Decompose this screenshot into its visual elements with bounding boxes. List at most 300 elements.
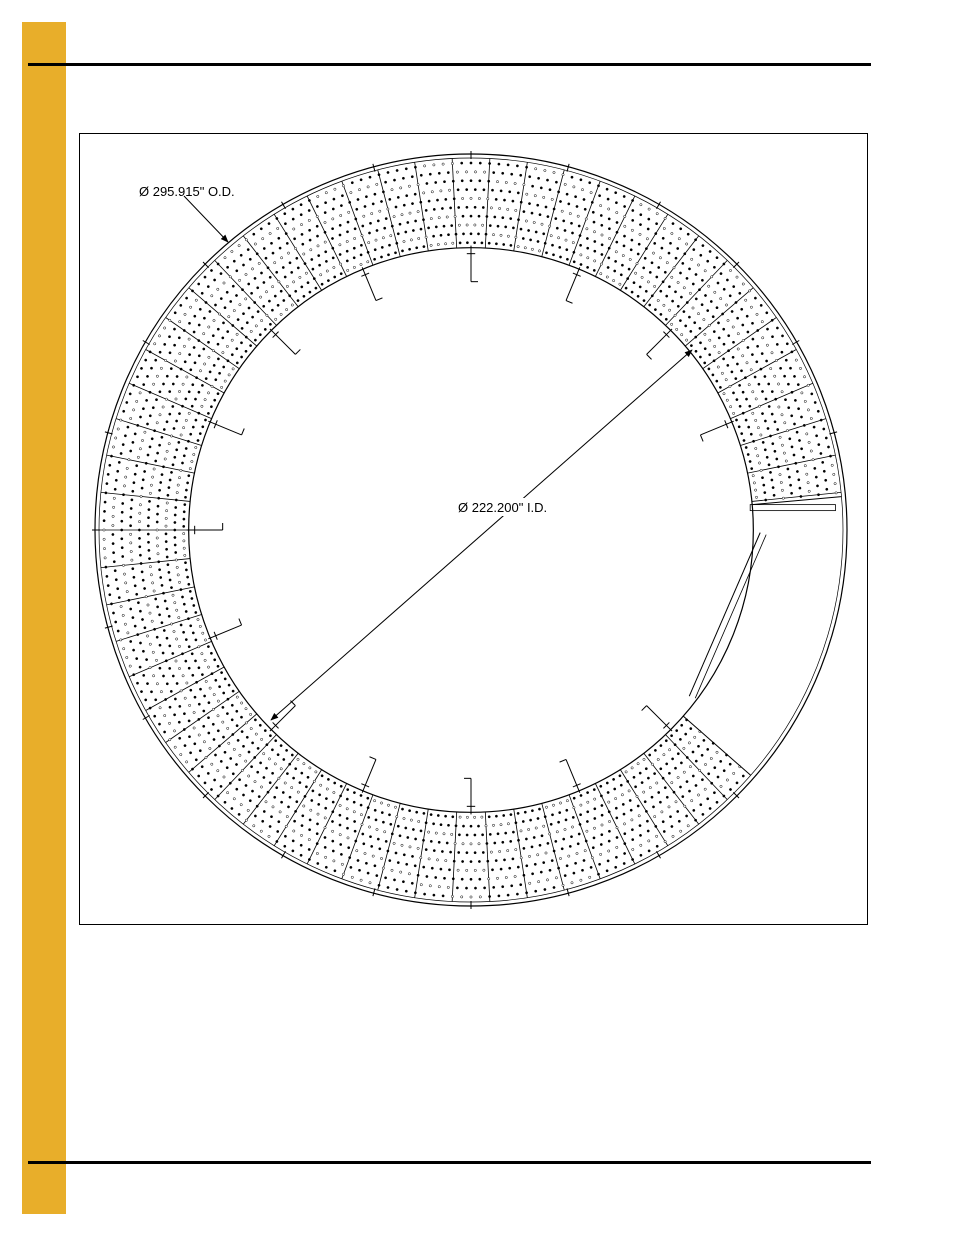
perforation-hole — [391, 189, 393, 191]
perforation-hole — [239, 754, 241, 756]
perforation-hole — [573, 807, 575, 809]
perforation-hole — [503, 814, 505, 816]
perforation-hole — [692, 307, 694, 309]
perforation-hole — [799, 487, 801, 489]
perforation-hole — [178, 721, 180, 723]
perforation-hole — [629, 258, 631, 260]
perforation-hole — [822, 461, 824, 463]
perforation-hole — [576, 852, 578, 854]
perforation-hole — [420, 857, 422, 859]
perforation-hole — [632, 209, 634, 211]
perforation-hole — [517, 245, 519, 247]
perforation-hole — [381, 811, 383, 813]
perforation-hole — [433, 849, 435, 851]
perforation-hole — [615, 856, 617, 858]
perforation-hole — [680, 762, 682, 764]
perforation-hole — [496, 877, 498, 879]
perforation-hole — [488, 878, 490, 880]
perforation-hole — [625, 771, 627, 773]
perforation-hole — [572, 816, 574, 818]
figure-frame — [79, 133, 868, 925]
perforation-hole — [581, 189, 583, 191]
perforation-hole — [716, 380, 718, 382]
perforation-hole — [242, 313, 244, 315]
perforation-hole — [174, 514, 176, 516]
perforation-hole — [793, 375, 795, 377]
perforation-hole — [327, 778, 329, 780]
perforation-hole — [549, 833, 551, 835]
perforation-hole — [600, 843, 602, 845]
perforation-hole — [186, 682, 188, 684]
perforation-hole — [231, 354, 233, 356]
perforation-hole — [601, 253, 603, 255]
perforation-hole — [187, 440, 189, 442]
perforation-hole — [760, 434, 762, 436]
perforation-hole — [384, 831, 386, 833]
perforation-hole — [503, 243, 505, 245]
support-lip — [700, 435, 703, 441]
perforation-hole — [654, 242, 656, 244]
perforation-hole — [175, 559, 177, 561]
perforation-hole — [238, 779, 240, 781]
perforation-hole — [679, 786, 681, 788]
perforation-hole — [414, 193, 416, 195]
perforation-hole — [313, 277, 315, 279]
perforation-hole — [265, 767, 267, 769]
perforation-hole — [162, 675, 164, 677]
perforation-hole — [195, 611, 197, 613]
perforation-hole — [601, 804, 603, 806]
perforation-hole — [675, 801, 677, 803]
perforation-hole — [340, 785, 342, 787]
perforation-hole — [820, 419, 822, 421]
perforation-hole — [529, 882, 531, 884]
perforation-hole — [774, 375, 776, 377]
perforation-hole — [283, 299, 285, 301]
perforation-hole — [321, 283, 323, 285]
perforation-hole — [166, 450, 168, 452]
perforation-hole — [440, 190, 442, 192]
perforation-hole — [316, 225, 318, 227]
perforation-hole — [458, 224, 460, 226]
perforation-hole — [405, 890, 407, 892]
perforation-hole — [544, 169, 546, 171]
perforation-hole — [727, 350, 729, 352]
perforation-hole — [775, 398, 777, 400]
perforation-hole — [662, 237, 664, 239]
perforation-hole — [347, 837, 349, 839]
perforation-hole — [597, 873, 599, 875]
support-lip — [566, 301, 572, 304]
perforation-hole — [339, 834, 341, 836]
perforation-hole — [425, 822, 427, 824]
perforation-hole — [118, 461, 120, 463]
perforation-hole — [616, 221, 618, 223]
perforation-hole — [461, 162, 463, 164]
perforation-hole — [425, 209, 427, 211]
perforation-hole — [435, 876, 437, 878]
perforation-hole — [170, 367, 172, 369]
perforation-hole — [180, 304, 182, 306]
perforation-hole — [177, 574, 179, 576]
perforation-hole — [552, 804, 554, 806]
perforation-hole — [637, 295, 639, 297]
perforation-hole — [229, 782, 231, 784]
perforation-hole — [811, 393, 813, 395]
perforation-hole — [245, 760, 247, 762]
perforation-hole — [771, 336, 773, 338]
perforation-hole — [148, 508, 150, 510]
perforation-hole — [502, 886, 504, 888]
perforation-hole — [198, 718, 200, 720]
perforation-hole — [810, 450, 812, 452]
perforation-hole — [761, 390, 763, 392]
perforation-hole — [729, 406, 731, 408]
perforation-hole — [170, 623, 172, 625]
perforation-hole — [677, 281, 679, 283]
perforation-hole — [263, 281, 265, 283]
perforation-hole — [623, 195, 625, 197]
perforation-hole — [181, 596, 183, 598]
perforation-hole — [714, 291, 716, 293]
perforation-hole — [515, 236, 517, 238]
perforation-hole — [367, 872, 369, 874]
perforation-hole — [198, 324, 200, 326]
perforation-hole — [217, 328, 219, 330]
perforation-hole — [353, 257, 355, 259]
perforation-hole — [188, 338, 190, 340]
perforation-hole — [755, 419, 757, 421]
perforation-hole — [615, 251, 617, 253]
perforation-hole — [332, 218, 334, 220]
perforation-hole — [192, 384, 194, 386]
perforation-hole — [549, 869, 551, 871]
perforation-hole — [311, 799, 313, 801]
perforation-hole — [296, 257, 298, 259]
perforation-hole — [537, 854, 539, 856]
perforation-hole — [141, 439, 143, 441]
perforation-hole — [226, 767, 228, 769]
perforation-hole — [193, 727, 195, 729]
perforation-hole — [639, 834, 641, 836]
perforation-hole — [474, 224, 476, 226]
perforation-hole — [733, 285, 735, 287]
perforation-hole — [466, 834, 468, 836]
perforation-hole — [525, 838, 527, 840]
inner-diameter-line — [271, 350, 692, 720]
perforation-hole — [691, 800, 693, 802]
perforation-hole — [368, 816, 370, 818]
perforation-hole — [531, 248, 533, 250]
outer-tick — [373, 888, 375, 896]
perforation-hole — [334, 870, 336, 872]
perforation-hole — [136, 657, 138, 659]
perforation-hole — [191, 460, 193, 462]
perforation-hole — [789, 367, 791, 369]
perforation-hole — [232, 733, 234, 735]
perforation-hole — [559, 246, 561, 248]
perforation-hole — [766, 456, 768, 458]
perforation-hole — [674, 314, 676, 316]
perforation-hole — [284, 223, 286, 225]
perforation-hole — [118, 596, 120, 598]
perforation-hole — [488, 162, 490, 164]
perforation-hole — [145, 359, 147, 361]
perforation-hole — [788, 407, 790, 409]
perforation-hole — [121, 547, 123, 549]
perforation-hole — [123, 485, 125, 487]
perforation-hole — [707, 260, 709, 262]
perforation-hole — [428, 200, 430, 202]
perforation-hole — [124, 623, 126, 625]
perforation-hole — [152, 675, 154, 677]
perforation-hole — [140, 690, 142, 692]
perforation-hole — [309, 819, 311, 821]
perforation-hole — [423, 165, 425, 167]
perforation-hole — [772, 443, 774, 445]
perforation-hole — [274, 763, 276, 765]
perforation-hole — [713, 360, 715, 362]
perforation-hole — [587, 811, 589, 813]
perforation-hole — [736, 317, 738, 319]
perforation-hole — [249, 713, 251, 715]
perforation-hole — [796, 431, 798, 433]
perforation-hole — [500, 868, 502, 870]
perforation-hole — [594, 240, 596, 242]
perforation-hole — [451, 162, 453, 164]
perforation-hole — [349, 201, 351, 203]
perforation-hole — [649, 271, 651, 273]
perforation-hole — [188, 353, 190, 355]
perforation-hole — [721, 313, 723, 315]
perforation-hole — [185, 610, 187, 612]
perforation-hole — [689, 766, 691, 768]
perforation-hole — [308, 199, 310, 201]
perforation-hole — [803, 376, 805, 378]
perforation-hole — [409, 846, 411, 848]
perforation-hole — [274, 796, 276, 798]
perforation-hole — [408, 810, 410, 812]
perforation-hole — [531, 212, 533, 214]
perforation-hole — [397, 861, 399, 863]
perforation-hole — [533, 836, 535, 838]
perforation-hole — [185, 660, 187, 662]
perforation-hole — [198, 703, 200, 705]
perforation-hole — [210, 406, 212, 408]
perforation-hole — [665, 740, 667, 742]
perforation-hole — [238, 244, 240, 246]
perforation-hole — [224, 678, 226, 680]
perforation-hole — [789, 484, 791, 486]
perforation-hole — [137, 633, 139, 635]
perforation-hole — [166, 421, 168, 423]
perforation-hole — [190, 689, 192, 691]
perforation-hole — [686, 756, 688, 758]
perforation-hole — [183, 532, 185, 534]
perforation-hole — [231, 719, 233, 721]
perforation-hole — [736, 398, 738, 400]
perforation-hole — [729, 269, 731, 271]
perforation-hole — [217, 715, 219, 717]
perforation-hole — [145, 596, 147, 598]
perforation-hole — [466, 188, 468, 190]
perforation-hole — [198, 667, 200, 669]
perforation-hole — [360, 244, 362, 246]
perforation-hole — [223, 366, 225, 368]
perforation-hole — [236, 362, 238, 364]
perforation-hole — [394, 252, 396, 254]
perforation-hole — [688, 268, 690, 270]
perforation-hole — [146, 423, 148, 425]
perforation-hole — [245, 298, 247, 300]
perforation-hole — [762, 337, 764, 339]
perforation-hole — [379, 848, 381, 850]
perforation-hole — [648, 850, 650, 852]
perforation-hole — [425, 236, 427, 238]
perforation-hole — [675, 257, 677, 259]
perforation-hole — [442, 895, 444, 897]
perforation-hole — [465, 171, 467, 173]
perforation-hole — [169, 739, 171, 741]
perforation-hole — [566, 800, 568, 802]
perforation-hole — [585, 840, 587, 842]
perforation-hole — [190, 625, 192, 627]
perforation-hole — [462, 233, 464, 235]
perforation-hole — [188, 704, 190, 706]
perforation-hole — [531, 873, 533, 875]
perforation-hole — [634, 272, 636, 274]
perforation-hole — [616, 817, 618, 819]
perforation-hole — [178, 616, 180, 618]
perforation-hole — [203, 317, 205, 319]
perforation-hole — [297, 758, 299, 760]
perforation-hole — [155, 460, 157, 462]
perforation-hole — [687, 825, 689, 827]
perforation-hole — [649, 786, 651, 788]
perforation-hole — [752, 412, 754, 414]
perforation-hole — [112, 542, 114, 544]
perforation-hole — [594, 808, 596, 810]
perforation-hole — [400, 187, 402, 189]
perforation-hole — [245, 708, 247, 710]
perforation-hole — [787, 383, 789, 385]
perforation-hole — [159, 391, 161, 393]
perforation-hole — [140, 367, 142, 369]
perforation-hole — [647, 281, 649, 283]
perforation-hole — [308, 829, 310, 831]
perforation-hole — [566, 865, 568, 867]
perforation-hole — [152, 383, 154, 385]
perforation-hole — [649, 304, 651, 306]
perforation-hole — [704, 333, 706, 335]
perforation-hole — [492, 824, 494, 826]
perforation-hole — [668, 309, 670, 311]
perforation-hole — [776, 458, 778, 460]
perforation-hole — [812, 459, 814, 461]
perforation-hole — [520, 174, 522, 176]
perforation-hole — [316, 833, 318, 835]
perforation-hole — [435, 226, 437, 228]
perforation-hole — [735, 419, 737, 421]
perforation-hole — [269, 782, 271, 784]
perforation-hole — [346, 808, 348, 810]
perforation-hole — [568, 855, 570, 857]
perforation-hole — [553, 208, 555, 210]
perforation-hole — [266, 314, 268, 316]
perforation-hole — [353, 801, 355, 803]
perforation-hole — [459, 816, 461, 818]
perforation-hole — [172, 594, 174, 596]
perforation-hole — [166, 637, 168, 639]
perforation-hole — [662, 777, 664, 779]
perforation-hole — [695, 350, 697, 352]
perforation-hole — [174, 456, 176, 458]
perforation-hole — [623, 852, 625, 854]
perforation-hole — [647, 777, 649, 779]
perforation-hole — [362, 225, 364, 227]
perforation-hole — [433, 208, 435, 210]
perforation-hole — [321, 775, 323, 777]
perforation-hole — [122, 502, 124, 504]
perforation-hole — [133, 482, 135, 484]
perforation-hole — [379, 210, 381, 212]
perforation-hole — [624, 225, 626, 227]
perforation-hole — [348, 847, 350, 849]
perforation-hole — [201, 653, 203, 655]
perforation-hole — [620, 274, 622, 276]
perforation-hole — [690, 344, 692, 346]
perforation-hole — [331, 830, 333, 832]
perforation-hole — [491, 869, 493, 871]
perforation-hole — [710, 757, 712, 759]
perforation-hole — [717, 366, 719, 368]
perforation-hole — [829, 455, 831, 457]
perforation-hole — [121, 520, 123, 522]
perforation-hole — [765, 398, 767, 400]
perforation-hole — [549, 189, 551, 191]
perforation-hole — [387, 254, 389, 256]
perforation-hole — [324, 231, 326, 233]
perforation-hole — [682, 795, 684, 797]
perforation-hole — [563, 220, 565, 222]
perforation-hole — [222, 706, 224, 708]
perforation-hole — [481, 834, 483, 836]
perforation-hole — [201, 673, 203, 675]
perforation-hole — [418, 237, 420, 239]
perforation-hole — [686, 277, 688, 279]
perforation-hole — [230, 757, 232, 759]
perforation-hole — [236, 696, 238, 698]
perforation-hole — [804, 400, 806, 402]
perforation-hole — [700, 804, 702, 806]
perforation-hole — [227, 330, 229, 332]
perforation-hole — [747, 453, 749, 455]
perforation-hole — [149, 446, 151, 448]
perforation-hole — [746, 362, 748, 364]
perforation-hole — [161, 473, 163, 475]
perforation-hole — [689, 292, 691, 294]
perforation-hole — [204, 639, 206, 641]
perforation-hole — [692, 283, 694, 285]
perforation-hole — [564, 229, 566, 231]
perforation-hole — [656, 276, 658, 278]
perforation-hole — [160, 691, 162, 693]
perforation-hole — [231, 339, 233, 341]
perforation-hole — [660, 744, 662, 746]
perforation-hole — [726, 399, 728, 401]
perforation-hole — [423, 245, 425, 247]
perforation-hole — [764, 449, 766, 451]
